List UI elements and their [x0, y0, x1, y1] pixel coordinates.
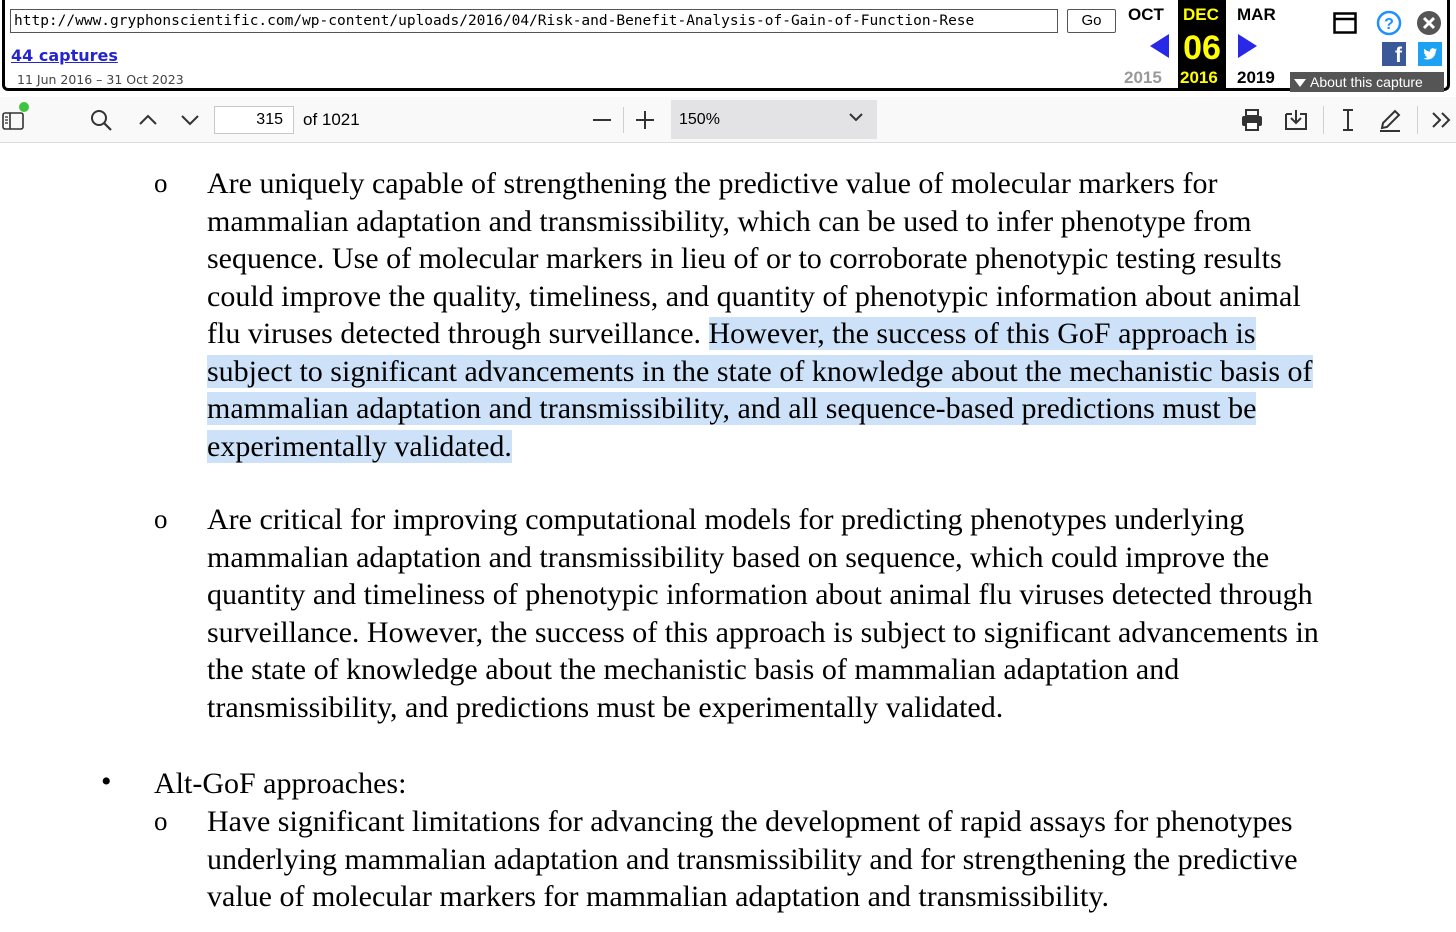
toolbar-separator — [623, 107, 624, 133]
paragraph-1 — [207, 165, 1313, 465]
page-count-label: of 1021 — [303, 110, 360, 129]
year-prev[interactable]: 2015 — [1124, 68, 1162, 87]
month-prev-link[interactable]: OCT — [1128, 5, 1164, 24]
capture-day: 06 — [1183, 29, 1221, 67]
main-bullet: • — [101, 765, 112, 798]
text-line: mammalian adaptation and transmissibility based on sequence, which could improve the — [207, 540, 1270, 574]
paragraph-3 — [207, 803, 1298, 916]
year-current: 2016 — [1180, 68, 1218, 87]
go-button[interactable]: Go — [1067, 9, 1116, 33]
text-line — [207, 353, 1313, 391]
about-capture-button[interactable] — [1290, 72, 1444, 92]
window-icon[interactable] — [1333, 12, 1357, 34]
previous-page-icon[interactable] — [137, 110, 159, 130]
paragraph-2 — [207, 501, 1319, 726]
zoom-value: 150% — [679, 111, 720, 128]
text-line: could improve the quality, timeliness, and quantity of phenotypic information about animal — [207, 279, 1301, 313]
section-heading: Alt-GoF approaches: — [154, 767, 407, 800]
draw-pencil-icon[interactable] — [1377, 107, 1403, 133]
highlighted-text: mammalian adaptation and transmissibility, and all sequence-based predictions must be — [207, 392, 1257, 425]
facebook-icon[interactable]: f — [1382, 42, 1406, 66]
text-span: flu viruses detected through surveillance. — [207, 317, 709, 350]
month-current: DEC — [1183, 5, 1219, 24]
toolbar-separator — [1323, 106, 1324, 134]
about-capture-label: About this capture — [1310, 74, 1423, 90]
dropdown-triangle-icon — [1294, 79, 1306, 87]
pdf-toolbar — [0, 97, 1456, 143]
notification-dot — [19, 102, 29, 112]
text-line: transmissibility, and predictions must be experimentally validated. — [207, 690, 1004, 724]
text-line — [207, 315, 1313, 353]
text-line: surveillance. However, the success of this approach is subject to significant advancements in — [207, 615, 1319, 649]
text-line: Have significant limitations for advancing the development of rapid assays for phenotypes — [207, 805, 1293, 838]
more-tools-icon[interactable] — [1430, 110, 1454, 130]
sub-bullet: o — [154, 168, 168, 198]
month-next-link[interactable]: MAR — [1237, 5, 1276, 24]
zoom-in-icon[interactable] — [634, 109, 656, 131]
text-line: underlying mammalian adaptation and transmissibility and for strengthening the predictive — [207, 842, 1298, 876]
next-capture-arrow-icon[interactable] — [1238, 34, 1257, 58]
highlighted-text: subject to significant advancements in the state of knowledge about the mechanistic basis of — [207, 354, 1313, 388]
text-line: sequence. Use of molecular markers in lieu of or to corroborate phenotypic testing results — [207, 242, 1282, 275]
page-number-input[interactable]: 315 — [214, 106, 294, 134]
download-icon[interactable] — [1283, 108, 1309, 132]
text-line: Are uniquely capable of strengthening the predictive value of molecular markers for — [207, 167, 1218, 200]
text-line: the state of knowledge about the mechanistic basis of mammalian adaptation and — [207, 653, 1180, 686]
text-line — [207, 428, 1313, 466]
text-line: value of molecular markers for mammalian adaptation and transmissibility. — [207, 880, 1109, 913]
close-icon[interactable] — [1416, 10, 1442, 36]
print-icon[interactable] — [1240, 108, 1264, 132]
captures-link[interactable]: 44 captures — [11, 46, 118, 65]
zoom-out-icon[interactable] — [591, 109, 613, 131]
url-input[interactable]: http://www.gryphonscientific.com/wp-content/uploads/2016/04/Risk-and-Benefit-Analysis-of-Gain-of-Function-Rese — [10, 9, 1058, 33]
zoom-select[interactable] — [671, 100, 877, 139]
help-icon[interactable] — [1376, 10, 1402, 36]
sub-bullet: o — [154, 504, 168, 534]
pdf-page — [0, 143, 1456, 932]
highlighted-text: experimentally validated. — [207, 429, 512, 463]
sidebar-toggle-icon[interactable] — [2, 111, 24, 131]
prev-capture-arrow-icon[interactable] — [1150, 34, 1169, 58]
year-next[interactable]: 2019 — [1237, 68, 1275, 87]
chevron-down-icon — [849, 112, 863, 122]
svg-text:?: ? — [1384, 16, 1394, 33]
capture-date-range: 11 Jun 2016 – 31 Oct 2023 — [17, 72, 184, 87]
text-line — [207, 390, 1313, 428]
text-line: quantity and timeliness of phenotypic information about animal flu viruses detected through — [207, 578, 1313, 611]
text-line: mammalian adaptation and transmissibility, which can be used to infer phenotype from — [207, 204, 1252, 238]
twitter-icon[interactable] — [1418, 42, 1442, 66]
wayback-toolbar — [0, 0, 1456, 97]
toolbar-separator — [1417, 106, 1418, 134]
search-icon[interactable] — [89, 108, 113, 132]
text-cursor-icon[interactable] — [1338, 107, 1358, 133]
text-line: Are critical for improving computational models for predicting phenotypes underlying — [207, 503, 1245, 536]
highlighted-text: However, the success of this GoF approach is — [708, 317, 1256, 350]
next-page-icon[interactable] — [179, 110, 201, 130]
sub-bullet: o — [154, 806, 168, 836]
